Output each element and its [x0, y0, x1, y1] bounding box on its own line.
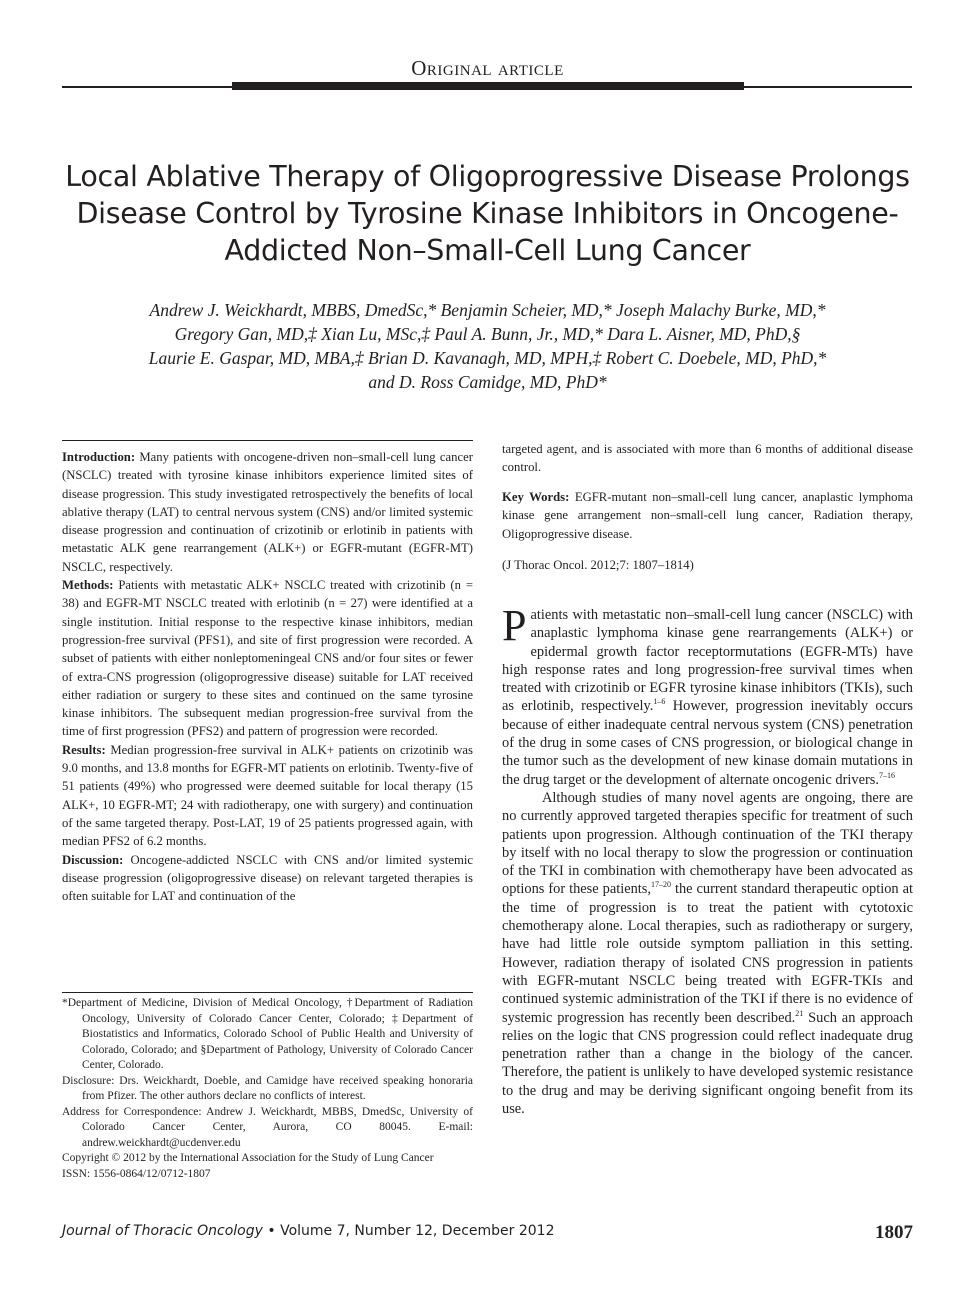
correspondence: Address for Correspondence: Andrew J. Weickhardt, MBBS, DmedSc, University of Colorado Cancer Center, Aurora, CO 80045. E-mail: andrew.weickhardt@ucdenver.edu — [62, 1105, 473, 1149]
methods-label: Methods: — [62, 578, 114, 593]
journal-issue: Volume 7, Number 12, December 2012 — [280, 1223, 555, 1239]
para2-text: Although studies of many novel agents are ongoing, there are no currently approved targeted therapies specific for treatment of such patients upon progression. Although continuation of the TKI therapy by itself with no local therapy to slow the progression or continuation of the TKI in combination with chemotherapy have been advocated as options for these patients, — [502, 789, 913, 898]
reference-superscript: 17–20 — [651, 880, 671, 890]
body-paragraph — [502, 601, 913, 789]
footnotes — [62, 996, 473, 1182]
journal-name: Journal of Thoracic Oncology — [62, 1223, 263, 1239]
journal-footer — [62, 1223, 555, 1239]
footnote-rule — [62, 992, 473, 993]
keywords — [502, 488, 913, 543]
para1-text: However, progression inevitably occurs because of either inadequate central nervous system (CNS) penetration of the drug in some cases of CNS progression, or biological change in the tumor such as the development of new kinase domain mutations in the drug target or the development of alternate oncogenic drivers. — [502, 698, 913, 788]
author-line: Andrew J. Weickhardt, MBBS, DmedSc,* Benjamin Scheier, MD,* Joseph Malachy Burke, MD,* — [149, 300, 826, 320]
intro-text: Many patients with oncogene-driven non–small-cell lung cancer (NSCLC) treated with tyrosine kinase inhibitors experience limited sites of disease progression. This study investigated retrospectively the benefits of local ablative therapy (LAT) to central nervous system (CNS) and/or limited systemic disease progression and continuation of crizotinib or erlotinib in patients with metastatic ALK gene rearrangement (ALK+) or EGFR-mutant (EGFR-MT) NSCLC, respectively. — [62, 450, 474, 574]
abstract-results — [62, 741, 473, 851]
issn: ISSN: 1556-0864/12/0712-1807 — [62, 1167, 211, 1180]
keywords-label: Key Words: — [502, 490, 570, 504]
body-text — [502, 601, 913, 1118]
discussion-text: Oncogene-addicted NSCLC with CNS and/or limited systemic disease progression (oligoprogressive disease) on relevant targeted therapies is often suitable for LAT and continuation of the — [62, 852, 473, 904]
copyright: Copyright © 2012 by the International Association for the Study of Lung Cancer — [62, 1152, 434, 1164]
abstract — [62, 448, 473, 905]
author-line: and D. Ross Camidge, MD, PhD* — [368, 372, 607, 392]
reference-superscript: 21 — [795, 1008, 804, 1018]
affiliations: *Department of Medicine, Division of Medical Oncology, †Department of Radiation Oncology, University of Colorado Cancer Center, Colorado; ‡Department of Biostatistics and Informatics, Colorado School of Public Health and University of Colorado, Colorado; and §Department of Pathology, University of Colorado Cancer Center, Colorado. — [62, 997, 473, 1071]
abstract-rule — [62, 440, 473, 441]
methods-text: Patients with metastatic ALK+ NSCLC treated with crizotinib (n = 38) and EGFR-MT NSCLC treated with erlotinib (n = 27) were identified at a single institution. Initial response to the respective kinase inhibitors, median progression-free survival (PFS1), and site of first progression were recorded. A subset of patients with either nonleptomeningeal CNS and/or four sites or fewer of extra-CNS progression (oligoprogressive disease) suitable for LAT received either radiation or surgery to these sites and continued on the same tyrosine kinase inhibitors. The subsequent median progression-free survival from the time of first progression (PFS2) and pattern of progression were recorded. — [62, 578, 474, 739]
para1-text: atients with metastatic non–small-cell lung cancer (NSCLC) with anaplastic lymphoma kinase gene rearrangements (ALK+) or epidermal growth factor receptormutations (EGFR-MTs) have high response rates and long progression-free survival times when treated with crizotinib or EGFR tyrosine kinase inhibitors (TKIs), such as erlotinib, respectively. — [502, 607, 913, 715]
discussion-continued: targeted agent, and is associated with more than 6 months of additional disease control. — [502, 442, 913, 475]
results-text: Median progression-free survival in ALK+ patients on crizotinib was 9.0 months, and 13.8 months for EGFR-MT patients on erlotinib. Twenty-five of 51 patients (49%) who progressed were deemed suitable for local therapy (15 ALK+, 10 EGFR-MT; 24 with radiotherapy, one with surgery) and continuation of the same targeted therapy. Post-LAT, 19 of 25 patients progressed again, with median PFS2 of 6.2 months. — [62, 742, 473, 849]
abstract-discussion — [62, 851, 473, 906]
author-line: Laurie E. Gaspar, MD, MBA,‡ Brian D. Kavanagh, MD, MPH,‡ Robert C. Doebele, MD, PhD,* — [148, 348, 827, 368]
disclosure: Disclosure: Drs. Weickhardt, Doeble, and Camidge have received speaking honoraria from Pfizer. The other authors declare no conflicts of interest. — [62, 1074, 473, 1102]
intro-label: Introduction: — [62, 450, 136, 464]
page-number: 1807 — [875, 1222, 913, 1243]
footer-bullet: • — [267, 1223, 276, 1239]
results-label: Results: — [62, 742, 106, 757]
abstract-continued — [502, 440, 913, 477]
citation: (J Thorac Oncol. 2012;7: 1807–1814) — [502, 558, 694, 572]
body-paragraph — [502, 789, 913, 1118]
keywords-text: EGFR-mutant non–small-cell lung cancer, anaplastic lymphoma kinase gene arrangement non–small-cell lung cancer, Radiation therapy, Oligoprogressive disease. — [502, 490, 913, 541]
para2-text: the current standard therapeutic option at the time of progression is to treat the patient with cytotoxic chemotherapy alone. Local therapies, such as radiotherapy or surgery, have had little role outside symptom palliation in this setting. However, radiation therapy of isolated CNS progression in patients with EGFR-mutant NSCLC being treated with EGFR-TKIs and continued systemic administration of the TKI if there is no evidence of systemic progression has recently been described. — [502, 881, 913, 1026]
article-title: Local Ablative Therapy of Oligoprogressive Disease Prolongs Disease Control by Tyrosine Kinase Inhibitors in Oncogene-Addicted Non–Small-Cell Lung Cancer — [65, 160, 910, 267]
abstract-methods — [62, 576, 473, 741]
reference-superscript: 7–16 — [878, 770, 895, 780]
discussion-label: Discussion: — [62, 852, 124, 867]
reference-superscript: 1–6 — [653, 697, 666, 707]
author-line: Gregory Gan, MD,‡ Xian Lu, MSc,‡ Paul A. Bunn, Jr., MD,* Dara L. Aisner, MD, PhD,§ — [174, 324, 801, 344]
abstract-introduction — [62, 448, 473, 576]
para2-text: Such an approach relies on the logic that CNS progression could reflect inadequate drug penetration rather than a change in the biology of the cancer. Therefore, the patient is unlikely to have developed systemic resistance to the drug and may be deriving significant ongoing benefit from its use. — [502, 1009, 913, 1118]
header-rule-thick — [232, 82, 744, 90]
section-label: Original article — [411, 56, 564, 80]
drop-cap: P — [502, 601, 527, 650]
author-list — [60, 298, 915, 394]
